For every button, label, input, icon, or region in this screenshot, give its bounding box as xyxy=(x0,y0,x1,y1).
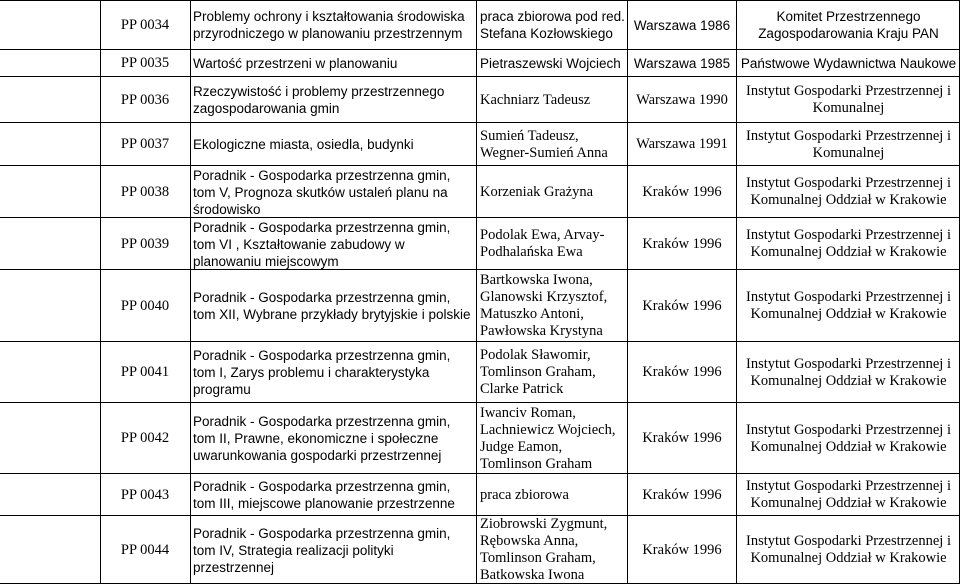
author-text: Korzeniak Grażyna xyxy=(480,183,594,200)
id-text: PP 0038 xyxy=(120,183,170,200)
id-text: PP 0042 xyxy=(120,430,170,446)
publisher-text: Instytut Gospodarki Przestrzennej i Komunalnej Oddział w Krakowie xyxy=(746,289,951,322)
author-text: Ziobrowski Zygmunt, Rębowska Anna, Tomlinson Graham, Batkowska Iwona xyxy=(480,516,608,583)
cell-publisher xyxy=(737,342,960,403)
cell-id xyxy=(100,50,190,77)
place-text: Kraków 1996 xyxy=(642,183,722,200)
column-divider xyxy=(100,0,101,584)
title-text: Poradnik - Gospodarka przestrzenna gmin, tom IV, Strategia realizacji polityki przestrzennej xyxy=(193,525,451,575)
title-text: Wartość przestrzeni w planowaniu xyxy=(193,56,398,71)
title-text: Poradnik - Gospodarka przestrzenna gmin, tom I, Zarys problemu i charakterystyka programu xyxy=(193,348,451,397)
place-text: Kraków 1996 xyxy=(642,297,722,314)
place-text: Warszawa 1985 xyxy=(633,56,731,71)
author-text: Kachniarz Tadeusz xyxy=(480,91,591,108)
publisher-text: Państwowe Wydawnictwa Naukowe xyxy=(740,56,957,71)
publisher-text: Instytut Gospodarki Przestrzennej i Komunalnej Oddział w Krakowie xyxy=(746,355,951,389)
place-text: Kraków 1996 xyxy=(642,486,722,503)
id-text: PP 0035 xyxy=(120,55,170,71)
cell-place xyxy=(628,77,736,123)
publisher-text: Instytut Gospodarki Przestrzennej i Komunalnej Oddział w Krakowie xyxy=(746,175,951,208)
author-text: Pietraszewski Wojciech xyxy=(480,56,621,71)
title-text: Problemy ochrony i kształtowania środowiska przyrodniczego w planowaniu przestrzennym xyxy=(193,9,465,41)
cell-id xyxy=(100,342,190,403)
cell-place xyxy=(628,50,736,77)
top-border xyxy=(0,0,960,1)
cell-place xyxy=(628,403,736,474)
publisher-text: Instytut Gospodarki Przestrzennej i Komunalnej Oddział w Krakowie xyxy=(746,421,951,455)
place-text: Warszawa 1986 xyxy=(633,17,731,33)
author-text: praca zbiorowa pod red. Stefana Kozłowskiego xyxy=(480,9,625,41)
title-text: Ekologiczne miasta, osiedla, budynki xyxy=(193,137,414,152)
place-text: Warszawa 1990 xyxy=(636,91,728,108)
cell-title xyxy=(191,270,476,342)
cell-author xyxy=(477,77,627,123)
cell-title xyxy=(191,403,476,474)
cell-publisher xyxy=(737,166,960,218)
cell-place xyxy=(628,270,736,342)
publisher-text: Instytut Gospodarki Przestrzennej i Komunalnej xyxy=(746,127,951,161)
cell-author xyxy=(477,50,627,77)
cell-id xyxy=(100,403,190,474)
cell-id xyxy=(100,77,190,123)
id-text: PP 0041 xyxy=(120,364,170,380)
cell-author xyxy=(477,474,627,516)
publisher-text: Instytut Gospodarki Przestrzennej i Komunalnej xyxy=(746,83,951,116)
author-text: Bartkowska Iwona, Glanowski Krzysztof, Matuszko Antoni, Pawłowska Krystyna xyxy=(480,272,608,339)
cell-publisher xyxy=(737,0,960,50)
cell-author xyxy=(477,123,627,166)
cell-publisher xyxy=(737,270,960,342)
cell-id xyxy=(100,516,190,584)
cell-publisher xyxy=(737,123,960,166)
cell-author xyxy=(477,218,627,270)
title-text: Poradnik - Gospodarka przestrzenna gmin, tom II, Prawne, ekonomiczne i społeczne uwarunkowania gospodarki przestrzennej xyxy=(193,414,451,463)
cell-place xyxy=(628,342,736,403)
cell-publisher xyxy=(737,50,960,77)
cell-author xyxy=(477,342,627,403)
cell-id xyxy=(100,270,190,342)
author-text: Sumień Tadeusz, Wegner-Sumień Anna xyxy=(480,127,608,161)
cell-id xyxy=(100,474,190,516)
cell-title xyxy=(191,123,476,166)
cell-title xyxy=(191,0,476,50)
cell-title xyxy=(191,474,476,516)
publisher-text: Instytut Gospodarki Przestrzennej i Komunalnej Oddział w Krakowie xyxy=(746,227,951,260)
author-text: Podolak Sławomir, Tomlinson Graham, Clarke Patrick xyxy=(480,347,596,397)
cell-title xyxy=(191,166,476,218)
cell-id xyxy=(100,166,190,218)
place-text: Kraków 1996 xyxy=(642,430,722,446)
place-text: Kraków 1996 xyxy=(642,541,722,558)
cell-place xyxy=(628,123,736,166)
cell-place xyxy=(628,474,736,516)
cell-publisher xyxy=(737,474,960,516)
publisher-text: Komitet Przestrzennego Zagospodarowania Kraju PAN xyxy=(758,9,939,41)
cell-author xyxy=(477,270,627,342)
cell-place xyxy=(628,516,736,584)
cell-publisher xyxy=(737,77,960,123)
cell-id xyxy=(100,123,190,166)
column-divider xyxy=(627,0,628,584)
id-text: PP 0044 xyxy=(120,541,170,558)
title-text: Rzeczywistość i problemy przestrzennego zagospodarowania gmin xyxy=(193,84,445,116)
cell-author xyxy=(477,0,627,50)
id-text: PP 0043 xyxy=(120,486,170,503)
cell-title xyxy=(191,342,476,403)
cell-title xyxy=(191,77,476,123)
author-text: Iwanciv Roman, Lachniewicz Wojciech, Judge Eamon, Tomlinson Graham xyxy=(480,404,616,472)
cell-title xyxy=(191,50,476,77)
cell-author xyxy=(477,166,627,218)
id-text: PP 0040 xyxy=(120,297,170,314)
title-text: Poradnik - Gospodarka przestrzenna gmin, tom III, miejscowe planowanie przestrzenne xyxy=(193,479,455,511)
place-text: Kraków 1996 xyxy=(642,364,722,380)
author-text: Podolak Ewa, Arvay-Podhalańska Ewa xyxy=(480,227,605,260)
cell-publisher xyxy=(737,218,960,270)
cell-title xyxy=(191,516,476,584)
cell-publisher xyxy=(737,403,960,474)
place-text: Kraków 1996 xyxy=(642,235,722,252)
place-text: Warszawa 1991 xyxy=(636,136,728,152)
id-text: PP 0036 xyxy=(120,91,170,108)
column-divider xyxy=(736,0,737,584)
id-text: PP 0039 xyxy=(120,235,170,252)
cell-title xyxy=(191,218,476,270)
title-text: Poradnik - Gospodarka przestrzenna gmin, tom V, Prognoza skutków ustaleń planu na środowisko xyxy=(193,167,451,217)
id-text: PP 0037 xyxy=(120,136,170,152)
publisher-text: Instytut Gospodarki Przestrzennej i Komunalnej Oddział w Krakowie xyxy=(746,533,951,566)
column-divider xyxy=(190,0,191,584)
cell-place xyxy=(628,0,736,50)
author-text: praca zbiorowa xyxy=(480,486,569,503)
cell-place xyxy=(628,218,736,270)
cell-id xyxy=(100,218,190,270)
cell-place xyxy=(628,166,736,218)
column-divider xyxy=(476,0,477,584)
title-text: Poradnik - Gospodarka przestrzenna gmin, tom XII, Wybrane przykłady brytyjskie i polskie xyxy=(193,290,471,322)
publisher-text: Instytut Gospodarki Przestrzennej i Komunalnej Oddział w Krakowie xyxy=(746,478,951,511)
id-text: PP 0034 xyxy=(120,16,170,33)
title-text: Poradnik - Gospodarka przestrzenna gmin, tom VI , Kształtowanie zabudowy w planowaniu miejscowym xyxy=(193,219,451,269)
cell-author xyxy=(477,516,627,584)
cell-author xyxy=(477,403,627,474)
cell-id xyxy=(100,0,190,50)
cell-publisher xyxy=(737,516,960,584)
